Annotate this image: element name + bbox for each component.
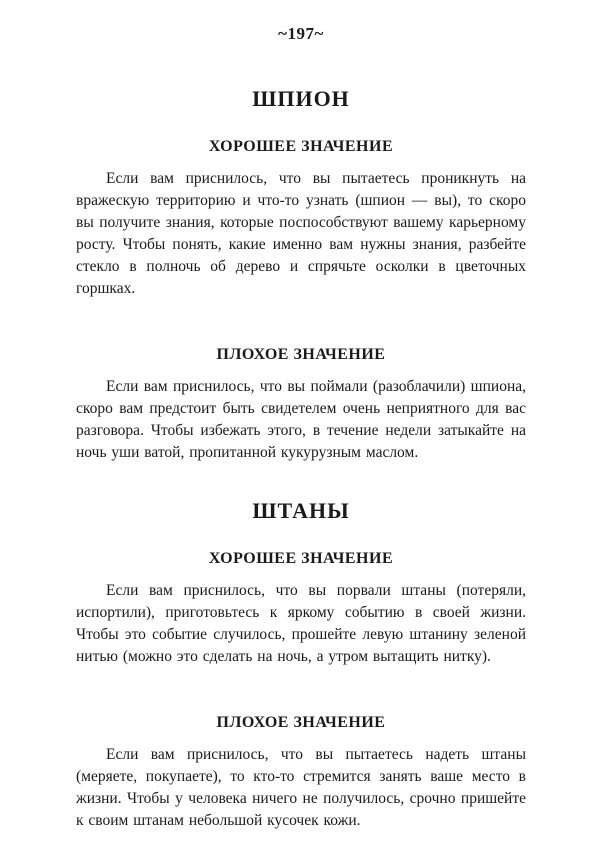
entry-heading-bad-2: ПЛОХОЕ ЗНАЧЕНИЕ	[216, 714, 386, 731]
entry-text-good-1: Если вам приснилось, что вы пытаетесь проникнуть на вражескую территорию и что-то узнать (шпион — вы), то скоро вы получите знания, которые поспособствуют вашему карьерному росту. Чтобы понять, какие именно вам нужны знания, разбейте стекло в полночь об дерево и спрячьте осколки в цветочных горшках.	[76, 170, 526, 297]
section-title-shtany: ШТАНЫ	[252, 498, 350, 523]
entry-heading-good-1: ХОРОШЕЕ ЗНАЧЕНИЕ	[208, 138, 394, 155]
entry-heading-good-2: ХОРОШЕЕ ЗНАЧЕНИЕ	[208, 550, 394, 567]
entry-heading-bad-1: ПЛОХОЕ ЗНАЧЕНИЕ	[216, 346, 386, 363]
entry-text-bad-2: Если вам приснилось, что вы пытаетесь надеть штаны (меряете, покупаете), то кто-то стремится занять ваше место в жизни. Чтобы у человека ничего не получилось, срочно пришейте к своим штанам небольшой кусочек кожи.	[76, 746, 526, 829]
section-title-shpion: ШПИОН	[252, 86, 350, 111]
entry-text-bad-1: Если вам приснилось, что вы поймали (разоблачили) шпиона, скоро вам предстоит быть свидетелем очень неприятного для вас разговора. Чтобы избежать этого, в течение недели затыкайте на ночь уши ватой, пропитанной кукурузным маслом.	[76, 378, 526, 461]
entry-text-good-2: Если вам приснилось, что вы порвали штаны (потеряли, испортили), приготовьтесь к яркому событию в своей жизни. Чтобы это событие случилось, прошейте левую штанину зеленой нитью (можно это сделать на ночь, а утром вытащить нитку).	[76, 582, 526, 665]
page-number: ~197~	[278, 24, 324, 43]
